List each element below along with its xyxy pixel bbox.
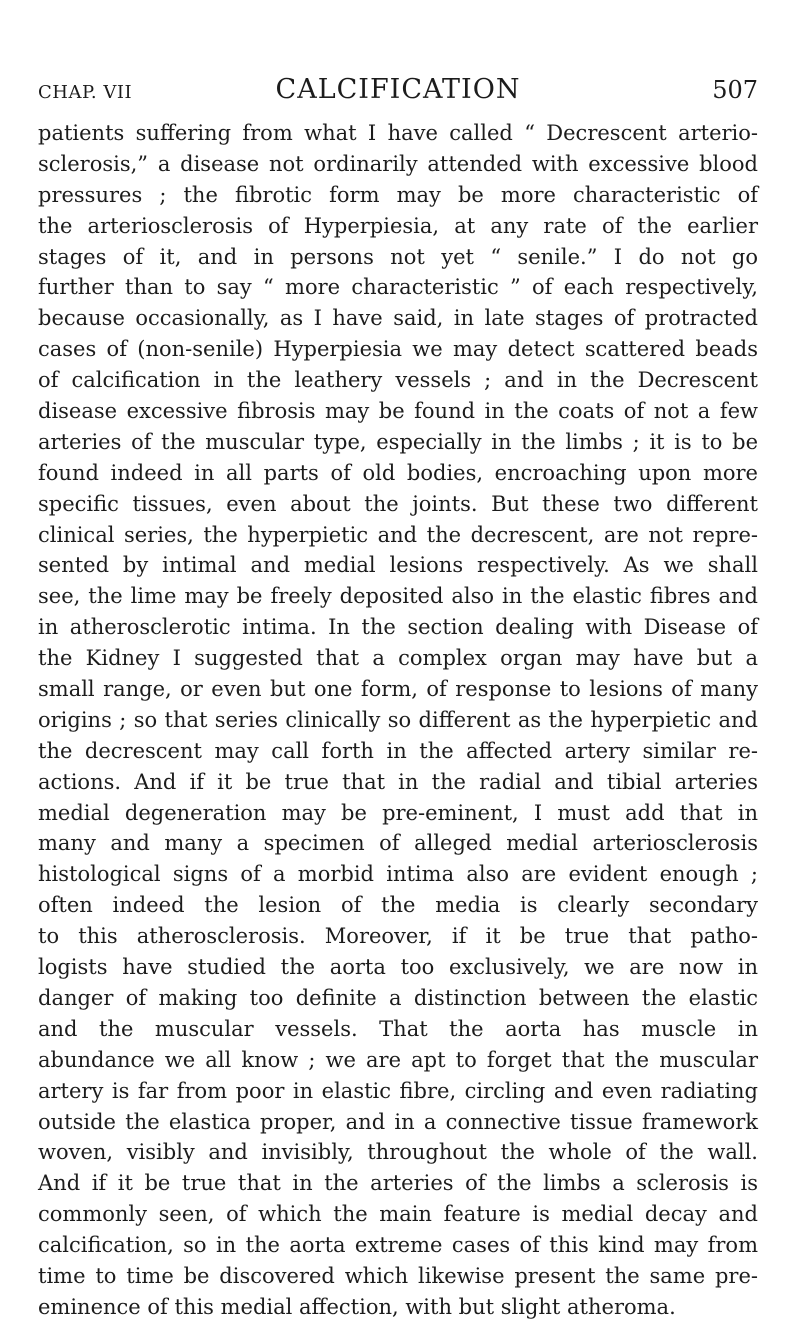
text-line: see, the lime may be freely deposited also in the elastic fibres and <box>38 584 758 609</box>
body-text <box>38 118 758 1323</box>
chapter-label: CHAP. VII <box>38 82 133 103</box>
text-line: to this atherosclerosis. Moreover, if it be true that patho- <box>38 924 758 949</box>
text-line: in atherosclerotic intima. In the section dealing with Disease of <box>38 615 758 640</box>
text-line: many and many a specimen of alleged medial arteriosclerosis <box>38 831 758 856</box>
text-line: sclerosis,” a disease not ordinarily attended with excessive blood <box>38 151 758 176</box>
page-title: CALCIFICATION <box>275 74 521 105</box>
text-line: time to time be discovered which likewise present the same pre- <box>38 1263 758 1288</box>
text-line: stages of it, and in persons not yet “ senile.” I do not go <box>38 244 758 269</box>
text-line: abundance we all know ; we are apt to forget that the muscular <box>38 1047 758 1072</box>
text-line: artery is far from poor in elastic fibre, circling and even radiating <box>38 1078 758 1103</box>
text-line: small range, or even but one form, of response to lesions of many <box>38 677 758 702</box>
text-line: and the muscular vessels. That the aorta has muscle in <box>38 1016 758 1041</box>
text-line: the Kidney I suggested that a complex organ may have but a <box>38 646 758 671</box>
text-line: origins ; so that series clinically so different as the hyperpietic and <box>38 707 758 732</box>
text-line-last: eminence of this medial affection, with but slight atheroma. <box>38 1294 676 1319</box>
text-line: clinical series, the hyperpietic and the decrescent, are not repre- <box>38 522 758 547</box>
running-head <box>38 74 758 114</box>
text-line: often indeed the lesion of the media is clearly secondary <box>38 893 758 918</box>
text-line: sented by intimal and medial lesions respectively. As we shall <box>38 553 758 578</box>
text-line: disease excessive fibrosis may be found in the coats of not a few <box>38 399 758 424</box>
text-line: logists have studied the aorta too exclusively, we are now in <box>38 955 758 980</box>
text-line: specific tissues, even about the joints. But these two different <box>38 491 758 516</box>
book-page <box>38 74 758 1319</box>
text-line: arteries of the muscular type, especially in the limbs ; it is to be <box>38 429 758 454</box>
text-line: medial degeneration may be pre-eminent, I must add that in <box>38 800 758 825</box>
text-line: actions. And if it be true that in the radial and tibial arteries <box>38 769 758 794</box>
text-line: because occasionally, as I have said, in late stages of protracted <box>38 306 758 331</box>
page-number: 507 <box>712 76 758 104</box>
text-line: woven, visibly and invisibly, throughout the whole of the wall. <box>38 1140 758 1165</box>
text-line: cases of (non-senile) Hyperpiesia we may detect scattered beads <box>38 337 758 362</box>
text-line: And if it be true that in the arteries of the limbs a sclerosis is <box>38 1171 758 1196</box>
text-line: the decrescent may call forth in the affected artery similar re- <box>38 738 758 763</box>
text-line: pressures ; the fibrotic form may be more characteristic of <box>38 182 758 207</box>
text-line: outside the elastica proper, and in a connective tissue framework <box>38 1109 758 1134</box>
text-line: found indeed in all parts of old bodies, encroaching upon more <box>38 460 758 485</box>
text-line: the arteriosclerosis of Hyperpiesia, at any rate of the earlier <box>38 213 758 238</box>
text-line: histological signs of a morbid intima also are evident enough ; <box>38 862 758 887</box>
text-line: further than to say “ more characteristic ” of each respectively, <box>38 275 758 300</box>
text-line: danger of making too definite a distinction between the elastic <box>38 985 758 1010</box>
text-line: commonly seen, of which the main feature is medial decay and <box>38 1202 758 1227</box>
text-line: of calcification in the leathery vessels ; and in the Decrescent <box>38 368 758 393</box>
text-line: patients suffering from what I have called “ Decrescent arterio- <box>38 121 758 145</box>
text-line: calcification, so in the aorta extreme cases of this kind may from <box>38 1233 758 1258</box>
